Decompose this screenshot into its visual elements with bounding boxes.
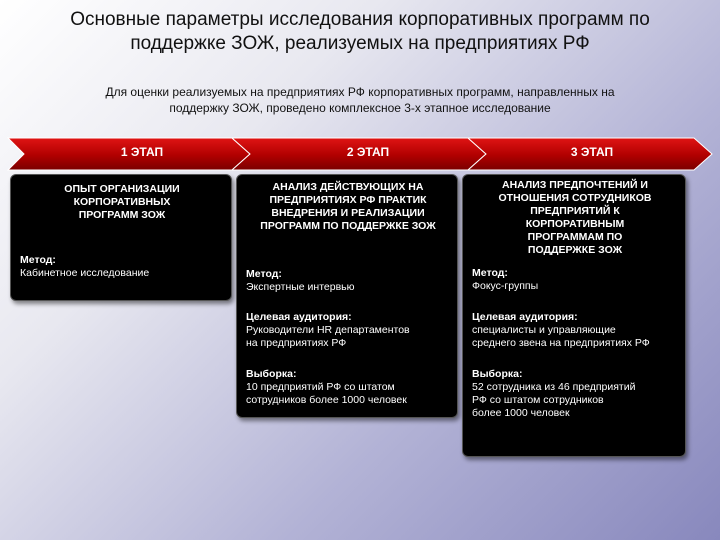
stage-3-title-line: ПРОГРАММАМ ПО bbox=[527, 231, 623, 243]
stage-3-method bbox=[472, 267, 538, 293]
stage-3-audience bbox=[472, 311, 650, 350]
stage-2-sample bbox=[246, 368, 407, 407]
stage-3-label: 3 ЭТАП bbox=[570, 145, 614, 159]
sample-line: РФ со штатом сотрудников bbox=[472, 394, 604, 406]
stage-3-title-line: ОТНОШЕНИЯ СОТРУДНИКОВ bbox=[498, 192, 652, 204]
audience-label: Целевая аудитория: bbox=[246, 311, 352, 323]
stage-1-title-line: ОПЫТ ОРГАНИЗАЦИИ bbox=[64, 183, 180, 195]
audience-line: специалисты и управляющие bbox=[472, 324, 616, 336]
audience-line: на предприятиях РФ bbox=[246, 337, 347, 349]
method-value: Кабинетное исследование bbox=[20, 267, 150, 279]
stage-2-title-line: ПРЕДПРИЯТИЯХ РФ ПРАКТИК bbox=[269, 194, 427, 206]
stage-2-title-line: ПРОГРАММ ПО ПОДДЕРЖКЕ ЗОЖ bbox=[260, 220, 436, 232]
stage-2-label: 2 ЭТАП bbox=[346, 145, 390, 159]
stage-3-title-line: ПОДДЕРЖКЕ ЗОЖ bbox=[527, 244, 623, 256]
stage-1-title-line: ПРОГРАММ ЗОЖ bbox=[78, 209, 166, 221]
stage-1-title-line: КОРПОРАТИВНЫХ bbox=[73, 196, 171, 208]
sample-label: Выборка: bbox=[246, 368, 297, 380]
audience-line: Руководители HR департаментов bbox=[246, 324, 410, 336]
method-label: Метод: bbox=[20, 254, 56, 266]
sample-line: 52 сотрудника из 46 предприятий bbox=[472, 381, 636, 393]
stage-1-title bbox=[17, 183, 227, 222]
stage-2-box bbox=[236, 174, 458, 418]
stage-1-box bbox=[10, 174, 232, 301]
stage-3-title-line: ПРЕДПРИЯТИЙ К bbox=[530, 205, 620, 217]
method-value: Экспертные интервью bbox=[246, 281, 355, 293]
stage-2-title-line: ВНЕДРЕНИЯ И РЕАЛИЗАЦИИ bbox=[271, 207, 425, 219]
audience-label: Целевая аудитория: bbox=[472, 311, 578, 323]
method-label: Метод: bbox=[472, 267, 508, 279]
subtitle-line-1: Для оценки реализуемых на предприятиях РФ корпоративных программ, направленных на bbox=[105, 85, 615, 99]
stage-2-audience bbox=[246, 311, 410, 350]
audience-line: среднего звена на предприятиях РФ bbox=[472, 337, 650, 349]
sample-line: сотрудников более 1000 человек bbox=[246, 394, 407, 406]
stage-3-box bbox=[462, 174, 686, 457]
page-title bbox=[20, 8, 700, 56]
method-value: Фокус-группы bbox=[472, 280, 539, 292]
page-subtitle bbox=[40, 84, 680, 116]
stage-3-title-line: КОРПОРАТИВНЫМ bbox=[525, 218, 625, 230]
sample-line: более 1000 человек bbox=[472, 407, 570, 419]
stage-2-title bbox=[243, 181, 453, 233]
stage-1-label: 1 ЭТАП bbox=[120, 145, 164, 159]
subtitle-line-2: поддержку ЗОЖ, проведено комплексное 3-х этапное исследование bbox=[169, 101, 551, 115]
title-line-2: поддержке ЗОЖ, реализуемых на предприятиях РФ bbox=[130, 33, 590, 54]
sample-label: Выборка: bbox=[472, 368, 523, 380]
stage-3-title-line: АНАЛИЗ ПРЕДПОЧТЕНИЙ И bbox=[502, 179, 648, 191]
stage-3-sample bbox=[472, 368, 635, 420]
method-label: Метод: bbox=[246, 268, 282, 280]
stage-3-title bbox=[469, 179, 681, 257]
stage-2-title-line: АНАЛИЗ ДЕЙСТВУЮЩИХ НА bbox=[272, 181, 424, 193]
stage-1-method bbox=[20, 254, 149, 280]
title-line-1: Основные параметры исследования корпоративных программ по bbox=[70, 9, 650, 30]
stage-2-method bbox=[246, 268, 355, 294]
sample-line: 10 предприятий РФ со штатом bbox=[246, 381, 395, 393]
